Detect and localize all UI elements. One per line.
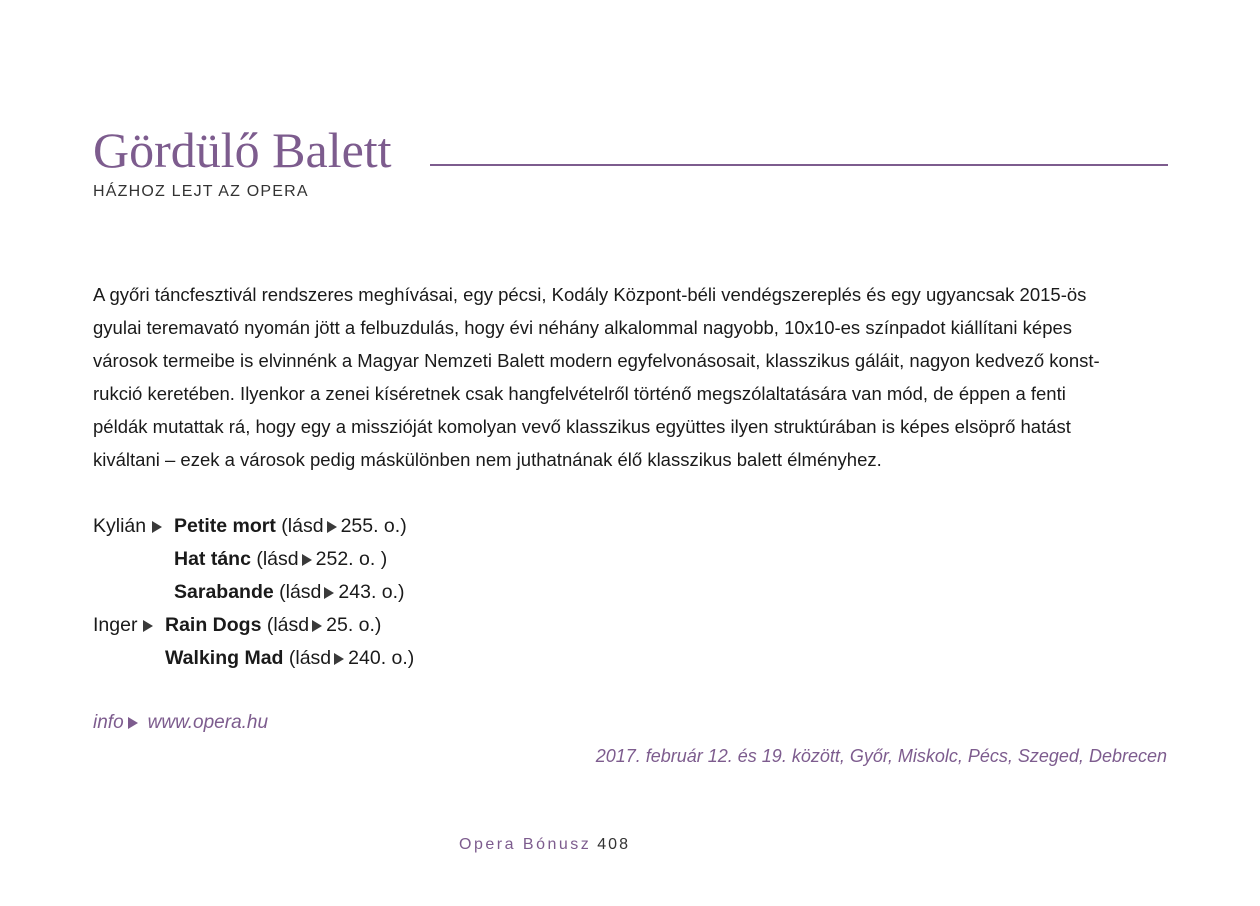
arrow-right-icon [302,554,312,566]
page-reference: 240. o.) [348,647,415,669]
composer-name: Kylián [93,510,168,543]
work-entry[interactable] [165,609,381,642]
arrow-right-icon [312,620,322,632]
body-line: A győri táncfesztivál rendszeres meghívásai, egy pécsi, Kodály Központ-béli vendégszereplés és egy ugyancsak 2015-ös [93,284,1087,305]
work-title: Sarabande [174,581,274,603]
page-reference: 25. o.) [326,614,382,636]
work-entry[interactable] [174,576,405,609]
arrow-right-icon [327,521,337,533]
work-entry[interactable] [174,510,407,543]
page-reference: 243. o.) [338,581,405,603]
page-subtitle: HÁZHOZ LEJT AZ OPERA [93,183,309,200]
body-line: városok termeibe is elvinnénk a Magyar Nemzeti Balett modern egyfelvonásosait, klasszikus gáláit, nagyon kedvező konst- [93,350,1100,371]
arrow-right-icon [128,717,138,729]
see-label: (lásd [281,515,324,537]
see-label: (lásd [288,647,332,669]
website-link[interactable]: www.opera.hu [147,712,269,733]
info-label: info [93,712,124,733]
info-line [93,712,268,734]
body-line: példák mutattak rá, hogy egy a misszióját komolyan vevő klasszikus együttes ilyen struktúrában is képes elsöprő hatást [93,416,1071,437]
body-line: rukció keretében. Ilyenkor a zenei kíséretnek csak hangfelvételről történő megszólaltatására van mód, de éppen a fenti [93,383,1066,404]
page-number: 408 [597,836,630,853]
work-entry[interactable] [174,543,387,576]
work-title: Walking Mad [165,647,284,669]
see-label: (lásd [266,614,310,636]
body-line: kiváltani – ezek a városok pedig máskülönben nem juthatnának élő klasszikus balett élményhez. [93,449,882,470]
work-title: Petite mort [174,515,276,537]
work-title: Hat tánc [174,548,251,570]
arrow-right-icon [143,620,153,632]
publication-name: Opera Bónusz [459,836,592,853]
work-entry[interactable] [165,642,414,675]
title-rule [430,164,1168,166]
page-reference: 252. o. ) [315,548,388,570]
page-footer [459,836,630,854]
arrow-right-icon [324,587,334,599]
page-reference: 255. o.) [340,515,407,537]
see-label: (lásd [256,548,299,570]
page-title: Gördülő Balett [93,122,392,178]
title-row [93,120,1168,180]
arrow-right-icon [334,653,344,665]
body-line: gyulai teremavató nyomán jött a felbuzdulás, hogy évi néhány alkalommal nagyobb, 10x10-es színpadot kiállítani képes [93,317,1073,338]
arrow-right-icon [152,521,162,533]
work-title: Rain Dogs [165,614,262,636]
see-label: (lásd [279,581,322,603]
performance-dates: 2017. február 12. és 19. között, Győr, Miskolc, Pécs, Szeged, Debrecen [595,746,1167,766]
composer-name: Inger [93,609,159,642]
body-paragraph [93,278,1168,476]
